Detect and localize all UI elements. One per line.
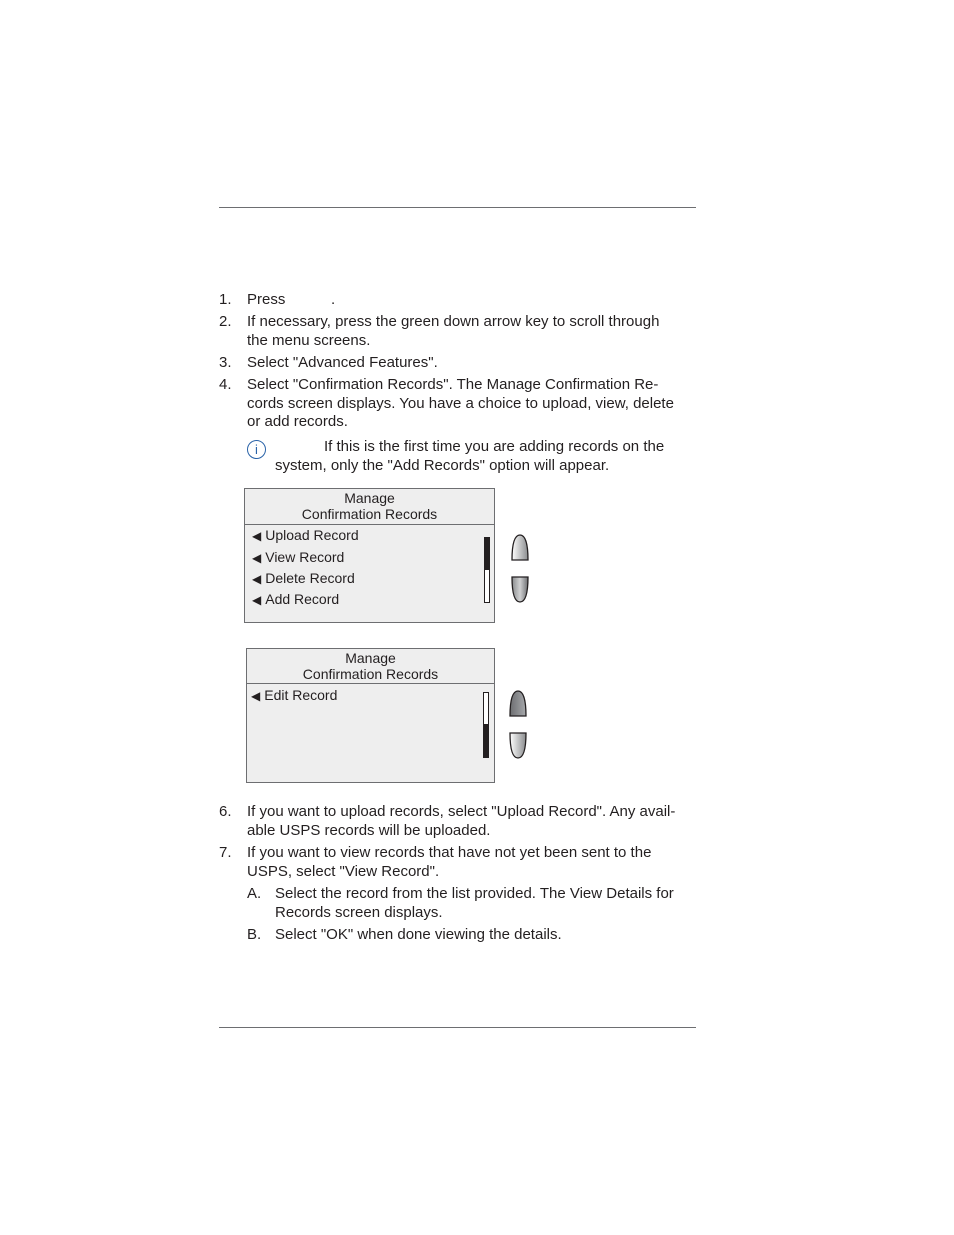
step-4-line-2: cords screen displays. You have a choice to upload, view, delete (247, 395, 674, 412)
step-7b-text: Select "OK" when done viewing the details. (275, 926, 562, 943)
step-4-number: 4. (219, 376, 232, 393)
menu-item-label: Edit Record (264, 687, 338, 703)
lcd-screen-2-title-2: Confirmation Records (302, 666, 439, 682)
menu-item-edit-record[interactable] (251, 687, 337, 703)
lcd-screen-1 (244, 488, 495, 623)
menu-item-delete-record[interactable] (252, 570, 355, 586)
info-icon: i (247, 440, 266, 459)
menu-item-upload-record[interactable] (252, 527, 359, 543)
step-6-line-1: If you want to upload records, select "Upload Record". Any avail- (247, 803, 676, 820)
lcd-screen-1-title-2: Confirmation Records (301, 506, 438, 522)
left-arrow-icon: ◀ (252, 593, 262, 607)
menu-item-add-record[interactable] (252, 591, 339, 607)
left-arrow-icon: ◀ (251, 689, 261, 703)
menu-item-label: Delete Record (265, 570, 355, 586)
down-arrow-key-icon[interactable] (508, 731, 528, 759)
lcd-screen-1-title-1: Manage (344, 490, 395, 506)
left-arrow-icon: ◀ (252, 529, 262, 543)
up-arrow-key-icon[interactable] (508, 690, 528, 718)
menu-item-label: Add Record (265, 591, 340, 607)
menu-item-view-record[interactable] (252, 549, 344, 565)
step-2-number: 2. (219, 313, 232, 330)
step-7-number: 7. (219, 844, 232, 861)
step-2-line-1: If necessary, press the green down arrow key to scroll through (247, 313, 660, 330)
lcd-screen-2-title-1: Manage (345, 650, 396, 666)
step-7a-line-1: Select the record from the list provided. The View Details for (275, 885, 674, 902)
step-6-number: 6. (219, 803, 232, 820)
step-7b-label: B. (247, 926, 262, 943)
bottom-rule (219, 1027, 696, 1028)
scrollbar-thumb[interactable] (485, 538, 489, 570)
menu-item-label: Upload Record (265, 527, 359, 543)
note-line-2: system, only the "Add Records" option will appear. (275, 457, 610, 474)
scrollbar[interactable] (484, 537, 490, 603)
scrollbar-thumb[interactable] (484, 724, 488, 757)
scrollbar[interactable] (483, 692, 489, 758)
step-3-text: Select "Advanced Features". (247, 354, 438, 371)
step-1-number: 1. (219, 291, 232, 308)
note-line-1: If this is the first time you are adding records on the (324, 438, 665, 455)
lcd-screen-2 (246, 648, 495, 783)
step-2-line-2: the menu screens. (247, 332, 371, 349)
step-3-number: 3. (219, 354, 232, 371)
step-7-line-2: USPS, select "View Record". (247, 863, 440, 880)
down-arrow-key-icon[interactable] (510, 575, 530, 603)
left-arrow-icon: ◀ (252, 572, 262, 586)
step-7a-line-2: Records screen displays. (275, 904, 443, 921)
up-arrow-key-icon[interactable] (510, 534, 530, 562)
step-7a-label: A. (247, 885, 262, 902)
step-7-line-1: If you want to view records that have not yet been sent to the (247, 844, 652, 861)
step-6-line-2: able USPS records will be uploaded. (247, 822, 491, 839)
lcd-screen-1-header (245, 489, 494, 525)
left-arrow-icon: ◀ (252, 551, 262, 565)
step-4-line-3: or add records. (247, 413, 348, 430)
menu-item-label: View Record (265, 549, 345, 565)
step-1-text: Press (247, 291, 286, 308)
lcd-screen-2-header (247, 649, 494, 684)
step-4-line-1: Select "Confirmation Records". The Manage Confirmation Re- (247, 376, 659, 393)
step-1-period: . (331, 291, 336, 308)
top-rule (219, 207, 696, 208)
